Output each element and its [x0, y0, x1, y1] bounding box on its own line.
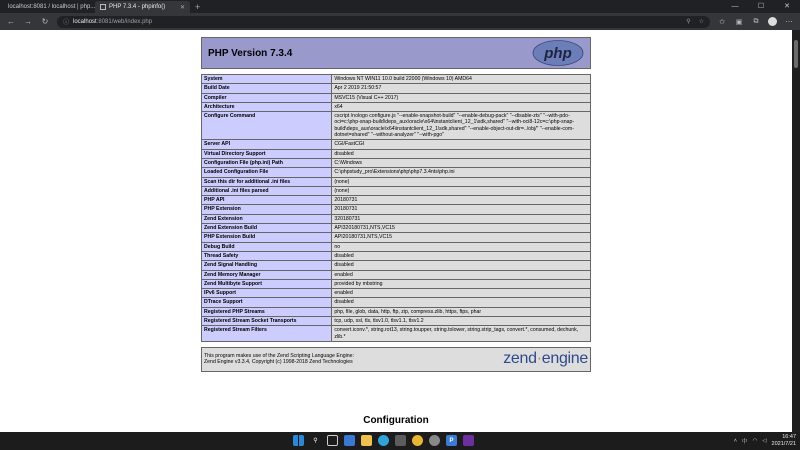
favorite-icon[interactable]: ☆ — [698, 19, 704, 25]
row-key: Virtual Directory Support — [202, 149, 332, 158]
row-key: Server API — [202, 140, 332, 149]
row-key: Build Date — [202, 84, 332, 93]
row-value: cscript /nologo configure.js "--enable-snapshot-build" "--enable-debug-pack" "--disable-zts" "--with-pdo-oci=c:\php-snap-build\deps_aux\oracle\x64\instantclient_12_1\sdk,shared" "--with-oci8-12c=c:\php-snap-build\deps_aux\oracle\x64\instantclient_12_1\sdk,shared" "--enable-object-out-dir=../obj/" "--enable-com-dotnet=shared" "--without-analyzer" "--with-pgo" — [332, 112, 591, 140]
row-value: (none) — [332, 186, 591, 195]
php-logo-icon[interactable] — [532, 40, 584, 66]
row-key: Thread Safety — [202, 251, 332, 260]
row-key: DTrace Support — [202, 298, 332, 307]
volume-icon[interactable]: ◁ — [762, 437, 767, 444]
row-key: Zend Memory Manager — [202, 270, 332, 279]
row-value: disabled — [332, 149, 591, 158]
widgets-icon[interactable] — [344, 435, 355, 446]
start-icon[interactable] — [293, 435, 304, 446]
row-value: CGI/FastCGI — [332, 140, 591, 149]
close-window-icon[interactable]: ✕ — [784, 3, 790, 10]
table-row — [202, 93, 591, 102]
table-row — [202, 233, 591, 242]
phpinfo-content — [201, 37, 591, 372]
zend-notice — [204, 353, 354, 366]
close-tab-icon[interactable]: ✕ — [179, 4, 185, 11]
row-key: PHP API — [202, 196, 332, 205]
table-row — [202, 289, 591, 298]
refresh-icon[interactable]: ↻ — [41, 17, 49, 26]
table-row — [202, 270, 591, 279]
row-value: 20180731 — [332, 196, 591, 205]
zend-logo-b: engine — [541, 350, 588, 368]
clock-date: 2021/7/21 — [771, 440, 796, 447]
taskbar-apps — [293, 435, 474, 446]
row-key: Registered Stream Socket Transports — [202, 317, 332, 326]
window-controls — [722, 0, 800, 13]
chrome-icon[interactable] — [412, 435, 423, 446]
zend-engine-box — [201, 347, 591, 372]
table-row — [202, 158, 591, 167]
tab-title: localhost:8081 / localhost | php... — [8, 4, 96, 10]
back-icon[interactable]: ← — [7, 17, 15, 26]
app-icon[interactable] — [429, 435, 440, 446]
table-row — [202, 177, 591, 186]
edge-icon[interactable] — [378, 435, 389, 446]
page-favicon — [100, 4, 106, 10]
row-key: Registered PHP Streams — [202, 307, 332, 316]
row-key: Zend Signal Handling — [202, 261, 332, 270]
search-icon[interactable]: ⚲ — [313, 438, 318, 444]
table-row — [202, 279, 591, 288]
input-language[interactable]: 中 — [741, 438, 748, 445]
table-row — [202, 196, 591, 205]
row-value: disabled — [332, 251, 591, 260]
row-value: no — [332, 242, 591, 251]
row-key: PHP Extension Build — [202, 233, 332, 242]
tab-title: PHP 7.3.4 - phpinfo() — [109, 4, 166, 10]
row-key: Loaded Configuration File — [202, 168, 332, 177]
table-row — [202, 205, 591, 214]
row-key: Compiler — [202, 93, 332, 102]
row-value: 320180731 — [332, 214, 591, 223]
row-value: MSVC15 (Visual C++ 2017) — [332, 93, 591, 102]
row-key: Configure Command — [202, 112, 332, 140]
tab-strip — [0, 0, 800, 13]
table-row — [202, 75, 591, 84]
row-value: Windows NT WIN11 10.0 build 22000 (Windows 10) AMD64 — [332, 75, 591, 84]
row-value: C:\phpstudy_pro\Extensions\php\php7.3.4nts\php.ini — [332, 168, 591, 177]
table-row — [202, 242, 591, 251]
row-key: IPv6 Support — [202, 289, 332, 298]
profile-avatar[interactable] — [768, 17, 777, 26]
row-value: (none) — [332, 177, 591, 186]
row-value: disabled — [332, 298, 591, 307]
forward-icon[interactable]: → — [24, 17, 32, 26]
row-key: Scan this dir for additional .ini files — [202, 177, 332, 186]
table-row — [202, 298, 591, 307]
tab-phpmyadmin[interactable] — [0, 1, 95, 13]
menu-icon[interactable]: ⋯ — [785, 18, 793, 26]
row-key: Registered Stream Filters — [202, 326, 332, 342]
zoom-icon[interactable]: ⚲ — [686, 19, 691, 25]
row-value: x64 — [332, 102, 591, 111]
row-value: tcp, udp, ssl, tls, tlsv1.0, tlsv1.1, tlsv1.2 — [332, 317, 591, 326]
table-row — [202, 102, 591, 111]
row-value: enabled — [332, 270, 591, 279]
zend-line-2: Zend Engine v3.3.4, Copyright (c) 1998-2018 Zend Technologies — [204, 359, 353, 366]
minimize-icon[interactable]: — — [731, 3, 739, 10]
row-key: Zend Extension Build — [202, 224, 332, 233]
table-row — [202, 251, 591, 260]
row-value: provided by mbstring — [332, 279, 591, 288]
favorites-icon[interactable]: ✩ — [719, 18, 725, 26]
address-host: localhost — [73, 18, 97, 25]
collections-icon[interactable]: ▣ — [735, 18, 743, 26]
row-value: API320180731,NTS,VC15 — [332, 224, 591, 233]
info-icon[interactable]: ⓘ — [63, 20, 70, 26]
row-key: Configuration File (php.ini) Path — [202, 158, 332, 167]
store-icon[interactable] — [395, 435, 406, 446]
row-value: convert.iconv.*, string.rot13, string.toupper, string.tolower, string.strip_tags, convert.*, consumed, dechunk, zlib.* — [332, 326, 591, 342]
zend-line-1: This program makes use of the Zend Scripting Language Engine: — [204, 352, 354, 359]
row-key: Additional .ini files parsed — [202, 186, 332, 195]
zend-logo-a: zend — [503, 350, 537, 368]
table-row — [202, 168, 591, 177]
clock[interactable] — [772, 434, 796, 447]
table-row — [202, 84, 591, 93]
page-viewport — [0, 30, 792, 432]
task-view-icon[interactable] — [327, 435, 338, 446]
scrollbar-thumb[interactable] — [794, 40, 798, 68]
row-value: Apr 2 2019 21:50:57 — [332, 84, 591, 93]
php-logo-text: php — [544, 45, 572, 62]
navigation-bar — [0, 13, 800, 30]
table-row — [202, 261, 591, 270]
info-table — [201, 74, 591, 342]
table-row — [202, 186, 591, 195]
row-key: PHP Extension — [202, 205, 332, 214]
address-path: :8081/web/index.php — [96, 18, 153, 25]
address-bar[interactable] — [57, 16, 710, 28]
table-row — [202, 112, 591, 140]
table-row — [202, 214, 591, 223]
row-value: API20180731,NTS,VC15 — [332, 233, 591, 242]
table-row — [202, 317, 591, 326]
system-tray — [734, 434, 796, 447]
row-key: Zend Extension — [202, 214, 332, 223]
row-key: Zend Multibyte Support — [202, 279, 332, 288]
row-value: disabled — [332, 261, 591, 270]
new-tab-button[interactable]: + — [195, 2, 201, 12]
vertical-scrollbar[interactable] — [792, 30, 800, 432]
table-row — [202, 307, 591, 316]
phpstorm-icon[interactable]: P — [446, 435, 457, 446]
table-row — [202, 224, 591, 233]
tab-icon[interactable]: ⧉ — [753, 17, 759, 25]
terminal-icon[interactable] — [463, 435, 474, 446]
row-value: enabled — [332, 289, 591, 298]
row-key: Debug Build — [202, 242, 332, 251]
chevron-up-icon[interactable]: ˄ — [733, 437, 737, 444]
clock-time: 16:47 — [782, 434, 796, 440]
table-row — [202, 149, 591, 158]
table-row — [202, 326, 591, 342]
row-key: System — [202, 75, 332, 84]
php-version-header — [201, 37, 591, 69]
row-value: 20180731 — [332, 205, 591, 214]
page-title: PHP Version 7.3.4 — [208, 47, 293, 59]
section-heading-configuration: Configuration — [363, 415, 429, 426]
maximize-icon[interactable]: ☐ — [757, 3, 765, 10]
network-icon[interactable]: ◠ — [752, 437, 758, 444]
row-key: Architecture — [202, 102, 332, 111]
tab-phpinfo[interactable] — [95, 1, 190, 13]
table-row — [202, 140, 591, 149]
taskbar — [0, 432, 800, 450]
row-value: php, file, glob, data, http, ftp, zip, compress.zlib, https, ftps, phar — [332, 307, 591, 316]
file-explorer-icon[interactable] — [361, 435, 372, 446]
row-value: C:\Windows — [332, 158, 591, 167]
zend-logo-icon[interactable]: zend·engine — [503, 350, 588, 368]
